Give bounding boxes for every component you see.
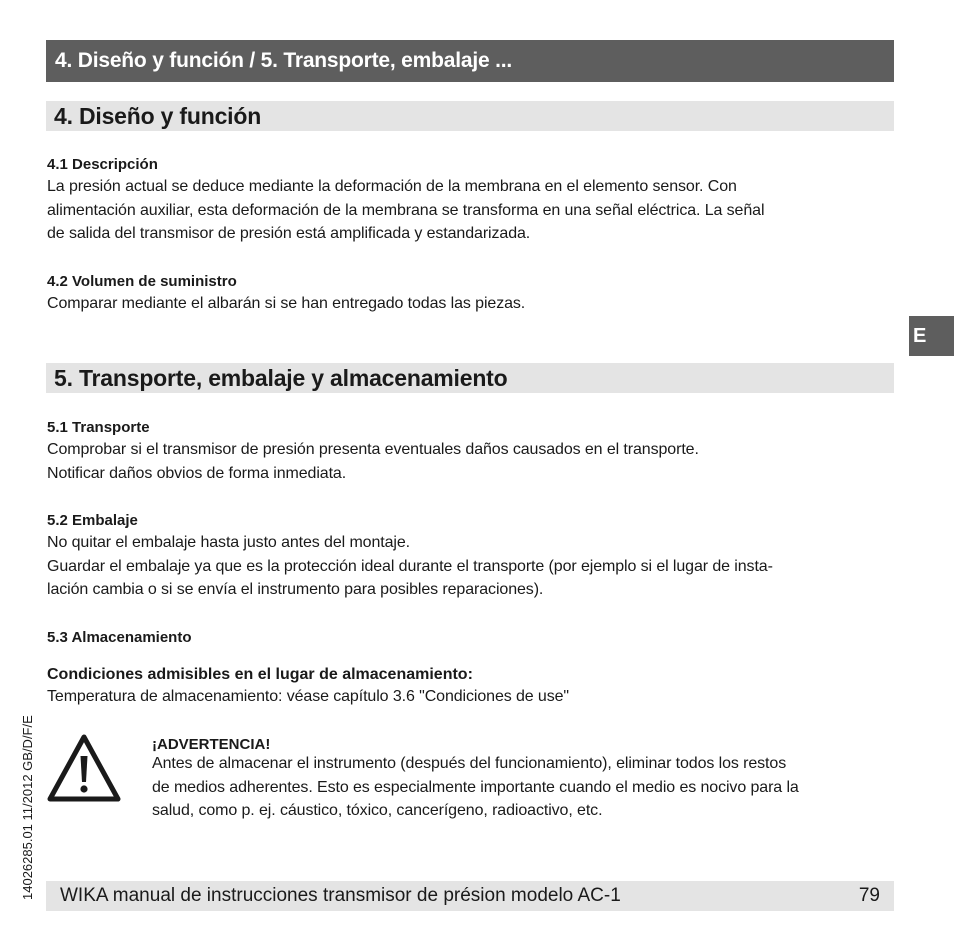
page-header-title: 4. Diseño y función / 5. Transporte, embalaje ... (46, 40, 894, 82)
text-line: Notificar daños obvios de forma inmediata. (47, 464, 347, 482)
text-line: de medios adherentes. Esto es especialmente importante cuando el medio es nocivo para la (152, 778, 799, 796)
language-tab: E (909, 316, 954, 356)
storage-conditions-text (47, 685, 897, 709)
warning-title: ¡ADVERTENCIA! (152, 736, 271, 753)
warning-triangle-icon (47, 734, 121, 802)
storage-conditions-heading: Condiciones admisibles en el lugar de almacenamiento: (47, 666, 473, 683)
section-5-1-text (47, 438, 897, 485)
text-line: Antes de almacenar el instrumento (después del funcionamiento), eliminar todos los restos (152, 755, 787, 772)
section-4-1-text (47, 175, 897, 246)
text-line: Comparar mediante el albarán si se han entregado todas las piezas. (47, 295, 526, 312)
section-5-title: 5. Transporte, embalaje y almacenamiento (46, 363, 894, 393)
section-5-2-text (47, 531, 897, 602)
text-line: salud, como p. ej. cáustico, tóxico, cancerígeno, radioactivo, etc. (152, 802, 603, 819)
text-line: No quitar el embalaje hasta justo antes del montaje. (47, 534, 411, 551)
section-5-1-heading: 5.1 Transporte (47, 419, 150, 436)
section-4-1-heading: 4.1 Descripción (47, 156, 158, 173)
page-number: 79 (858, 885, 880, 906)
text-line: Guardar el embalaje ya que es la protección ideal durante el transporte (por ejemplo si el lugar de insta- (47, 557, 773, 575)
text-line: La presión actual se deduce mediante la deformación de la membrana en el elemento sensor. Con (47, 178, 737, 195)
warning-text (152, 752, 897, 823)
section-5-2-heading: 5.2 Embalaje (47, 512, 138, 529)
text-line: Temperatura de almacenamiento: véase capítulo 3.6 "Condiciones de use" (47, 688, 570, 705)
section-4-2-text (47, 292, 897, 316)
document-code: 14026285.01 11/2012 GB/D/F/E (20, 715, 35, 900)
footer-text: WIKA manual de instrucciones transmisor de présion modelo AC-1 (60, 885, 621, 906)
text-line: de salida del transmisor de presión está amplificada y estandarizada. (47, 225, 531, 242)
section-4-title: 4. Diseño y función (46, 101, 894, 131)
section-5-3-heading: 5.3 Almacenamiento (47, 629, 192, 646)
text-line: alimentación auxiliar, esta deformación de la membrana se transforma en una señal eléctrica. La señal (47, 201, 765, 219)
text-line: Comprobar si el transmisor de presión presenta eventuales daños causados en el transporte. (47, 441, 699, 458)
page-footer (46, 881, 894, 911)
section-4-2-heading: 4.2 Volumen de suministro (47, 273, 237, 290)
text-line: lación cambia o si se envía el instrumento para posibles reparaciones). (47, 581, 544, 598)
